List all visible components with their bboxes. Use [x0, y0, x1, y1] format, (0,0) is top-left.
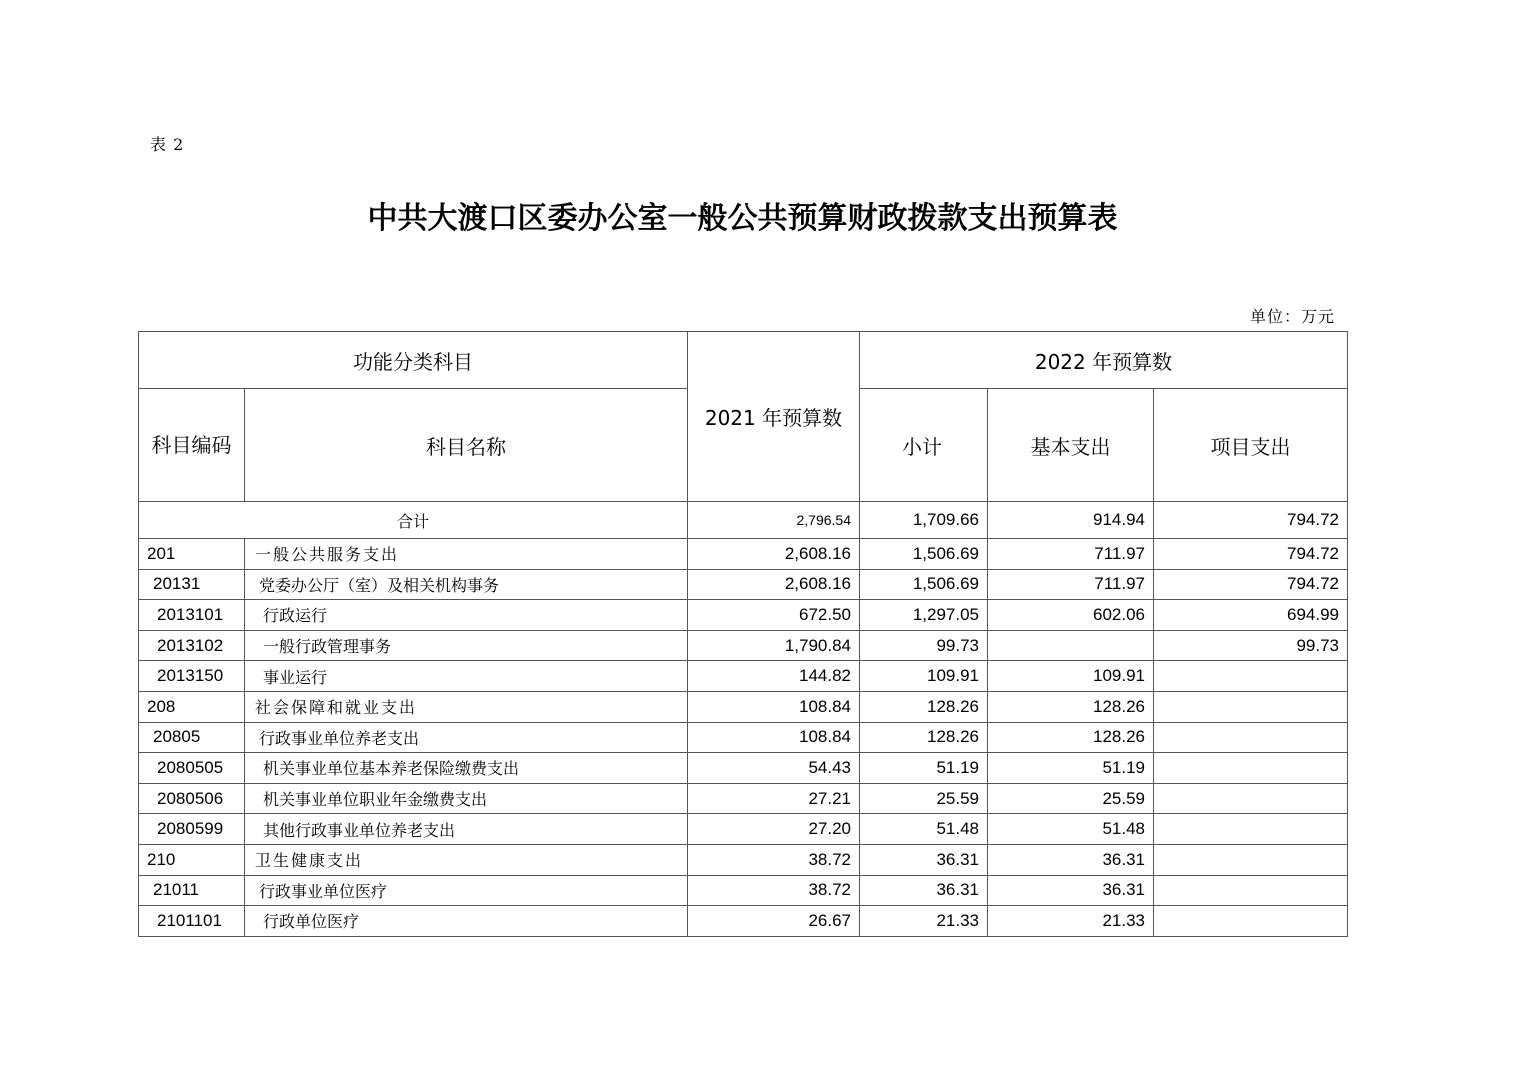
- row-budget-2021: 54.43: [688, 753, 860, 784]
- total-label: 合计: [139, 502, 688, 539]
- row-project: [1154, 753, 1348, 784]
- row-basic: 109.91: [988, 661, 1154, 692]
- row-basic: 128.26: [988, 691, 1154, 722]
- row-subtotal: 21.33: [860, 906, 988, 937]
- row-name: 社会保障和就业支出: [245, 691, 688, 722]
- row-name: 行政运行: [245, 600, 688, 631]
- table-number-label: 表 2: [150, 135, 185, 154]
- row-subtotal: 99.73: [860, 630, 988, 661]
- row-budget-2021: 144.82: [688, 661, 860, 692]
- row-code: 21011: [139, 875, 245, 906]
- table-row: [139, 539, 1348, 570]
- row-name: 行政事业单位养老支出: [245, 722, 688, 753]
- row-budget-2021: 108.84: [688, 722, 860, 753]
- row-name: 行政单位医疗: [245, 906, 688, 937]
- header-code: 科目编码: [139, 389, 245, 502]
- row-project: [1154, 783, 1348, 814]
- table-row: [139, 844, 1348, 875]
- row-project: [1154, 661, 1348, 692]
- header-project: 项目支出: [1154, 389, 1348, 502]
- row-basic: [988, 630, 1154, 661]
- row-basic: 21.33: [988, 906, 1154, 937]
- row-basic: 25.59: [988, 783, 1154, 814]
- row-basic: 36.31: [988, 875, 1154, 906]
- row-budget-2021: 27.21: [688, 783, 860, 814]
- row-code: 2013150: [139, 661, 245, 692]
- budget-table: [138, 331, 1348, 937]
- row-project: 794.72: [1154, 539, 1348, 570]
- row-subtotal: 1,506.69: [860, 539, 988, 570]
- table-row: [139, 814, 1348, 845]
- header-basic: 基本支出: [988, 389, 1154, 502]
- header-name: 科目名称: [245, 389, 688, 502]
- row-project: 99.73: [1154, 630, 1348, 661]
- row-subtotal: 109.91: [860, 661, 988, 692]
- table-row: [139, 691, 1348, 722]
- row-basic: 711.97: [988, 569, 1154, 600]
- total-basic: 914.94: [988, 502, 1154, 539]
- table-row: [139, 753, 1348, 784]
- row-basic: 128.26: [988, 722, 1154, 753]
- row-subtotal: 36.31: [860, 875, 988, 906]
- row-code: 2013101: [139, 600, 245, 631]
- row-name: 卫生健康支出: [245, 844, 688, 875]
- unit-label: 单位：万元: [1249, 307, 1335, 326]
- row-code: 20131: [139, 569, 245, 600]
- row-name: 机关事业单位职业年金缴费支出: [245, 783, 688, 814]
- row-subtotal: 25.59: [860, 783, 988, 814]
- row-budget-2021: 38.72: [688, 875, 860, 906]
- row-basic: 36.31: [988, 844, 1154, 875]
- row-budget-2021: 2,608.16: [688, 539, 860, 570]
- row-subtotal: 51.19: [860, 753, 988, 784]
- row-basic: 602.06: [988, 600, 1154, 631]
- row-code: 201: [139, 539, 245, 570]
- row-code: 2101101: [139, 906, 245, 937]
- row-project: [1154, 814, 1348, 845]
- row-name: 机关事业单位基本养老保险缴费支出: [245, 753, 688, 784]
- row-subtotal: 1,297.05: [860, 600, 988, 631]
- row-budget-2021: 27.20: [688, 814, 860, 845]
- table-row: [139, 600, 1348, 631]
- row-subtotal: 51.48: [860, 814, 988, 845]
- row-name: 党委办公厅（室）及相关机构事务: [245, 569, 688, 600]
- table-row: [139, 661, 1348, 692]
- row-code: 210: [139, 844, 245, 875]
- table-row: [139, 875, 1348, 906]
- row-budget-2021: 672.50: [688, 600, 860, 631]
- table-row: [139, 906, 1348, 937]
- row-project: 794.72: [1154, 569, 1348, 600]
- header-func-class: 功能分类科目: [139, 332, 688, 389]
- row-code: 2080506: [139, 783, 245, 814]
- header-budget-2021: 2021 年预算数: [688, 332, 860, 502]
- row-basic: 711.97: [988, 539, 1154, 570]
- row-project: [1154, 906, 1348, 937]
- header-budget-2022: 2022 年预算数: [860, 332, 1348, 389]
- table-row: [139, 783, 1348, 814]
- row-name: 其他行政事业单位养老支出: [245, 814, 688, 845]
- row-budget-2021: 38.72: [688, 844, 860, 875]
- row-code: 2013102: [139, 630, 245, 661]
- row-project: [1154, 875, 1348, 906]
- row-code: 2080599: [139, 814, 245, 845]
- row-subtotal: 128.26: [860, 722, 988, 753]
- table-row: [139, 630, 1348, 661]
- row-subtotal: 128.26: [860, 691, 988, 722]
- total-project: 794.72: [1154, 502, 1348, 539]
- row-subtotal: 36.31: [860, 844, 988, 875]
- row-name: 一般公共服务支出: [245, 539, 688, 570]
- row-subtotal: 1,506.69: [860, 569, 988, 600]
- row-project: 694.99: [1154, 600, 1348, 631]
- row-code: 20805: [139, 722, 245, 753]
- row-code: 2080505: [139, 753, 245, 784]
- row-budget-2021: 2,608.16: [688, 569, 860, 600]
- row-budget-2021: 1,790.84: [688, 630, 860, 661]
- table-row: [139, 722, 1348, 753]
- table-row: [139, 569, 1348, 600]
- row-name: 一般行政管理事务: [245, 630, 688, 661]
- row-basic: 51.19: [988, 753, 1154, 784]
- header-subtotal: 小计: [860, 389, 988, 502]
- row-code: 208: [139, 691, 245, 722]
- row-project: [1154, 844, 1348, 875]
- total-row: [139, 502, 1348, 539]
- row-name: 行政事业单位医疗: [245, 875, 688, 906]
- total-2021: 2,796.54: [688, 502, 860, 539]
- page-title: 中共大渡口区委办公室一般公共预算财政拨款支出预算表: [367, 201, 1118, 236]
- row-project: [1154, 722, 1348, 753]
- row-basic: 51.48: [988, 814, 1154, 845]
- row-project: [1154, 691, 1348, 722]
- total-subtotal: 1,709.66: [860, 502, 988, 539]
- row-budget-2021: 108.84: [688, 691, 860, 722]
- row-name: 事业运行: [245, 661, 688, 692]
- row-budget-2021: 26.67: [688, 906, 860, 937]
